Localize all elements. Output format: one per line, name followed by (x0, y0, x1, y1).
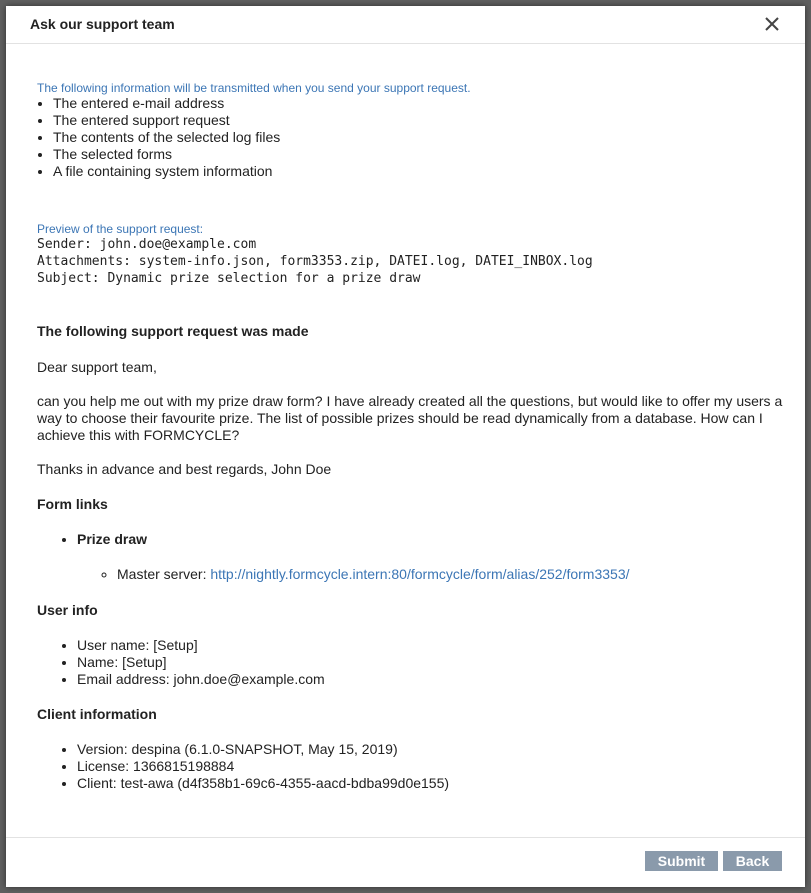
dialog-titlebar (6, 6, 805, 44)
list-item: • User name: [Setup] (77, 637, 787, 654)
client-info-heading: Client information (37, 706, 157, 722)
list-item: • Email address: john.doe@example.com (77, 671, 787, 688)
transmission-note: The following information will be transmitted when you send your support request. (37, 81, 471, 95)
submit-button[interactable]: Submit (645, 851, 718, 871)
dialog-title: Ask our support team (30, 16, 175, 32)
server-item (117, 566, 787, 583)
support-dialog (6, 6, 805, 887)
preview-subject: Subject: Dynamic prize selection for a prize draw (37, 271, 421, 286)
client-info-list (37, 741, 787, 792)
preview-label: Preview of the support request: (37, 222, 204, 236)
form-link-item (77, 531, 787, 583)
form-name: Prize draw (77, 531, 148, 547)
dialog-content (37, 81, 787, 792)
list-item: • License: 1366815198884 (77, 758, 787, 775)
user-info-heading: User info (37, 602, 98, 618)
list-item: • The selected forms (53, 146, 787, 163)
preview-attachments: Attachments: system-info.json, form3353.zip, DATEI.log, DATEI_INBOX.log (37, 254, 593, 269)
list-item: • The contents of the selected log files (53, 129, 787, 146)
list-item: • A file containing system information (53, 163, 787, 180)
form-server-link[interactable]: http://nightly.formcycle.intern:80/formcycle/form/alias/252/form3353/ (210, 566, 630, 582)
server-label: Master server: (117, 566, 211, 582)
list-item: • Name: [Setup] (77, 654, 787, 671)
list-item: • Client: test-awa (d4f358b1-69c6-4355-aacd-bdba99d0e155) (77, 775, 787, 792)
user-info-list (37, 637, 787, 688)
list-item: • The entered e-mail address (53, 95, 787, 112)
back-button[interactable]: Back (723, 851, 782, 871)
dialog-footer (6, 837, 805, 887)
form-links-list (37, 531, 787, 583)
form-links-heading: Form links (37, 496, 108, 512)
list-item: • The entered support request (53, 112, 787, 129)
request-heading: The following support request was made (37, 323, 309, 339)
request-body: can you help me out with my prize draw form? I have already created all the questions, but would like to offer my users a way to choose their favourite prize. The list of possible prizes should be read dynamically from a database. How can I achieve this with FORMCYCLE? (37, 393, 783, 443)
server-list (77, 566, 787, 583)
preview-section (37, 222, 787, 287)
preview-sender: Sender: john.doe@example.com (37, 237, 257, 252)
request-greeting: Dear support team, (37, 359, 157, 375)
transmission-list (37, 95, 787, 180)
close-icon[interactable] (763, 15, 781, 33)
request-closing: Thanks in advance and best regards, John Doe (37, 461, 332, 477)
list-item: • Version: despina (6.1.0-SNAPSHOT, May 15, 2019) (77, 741, 787, 758)
